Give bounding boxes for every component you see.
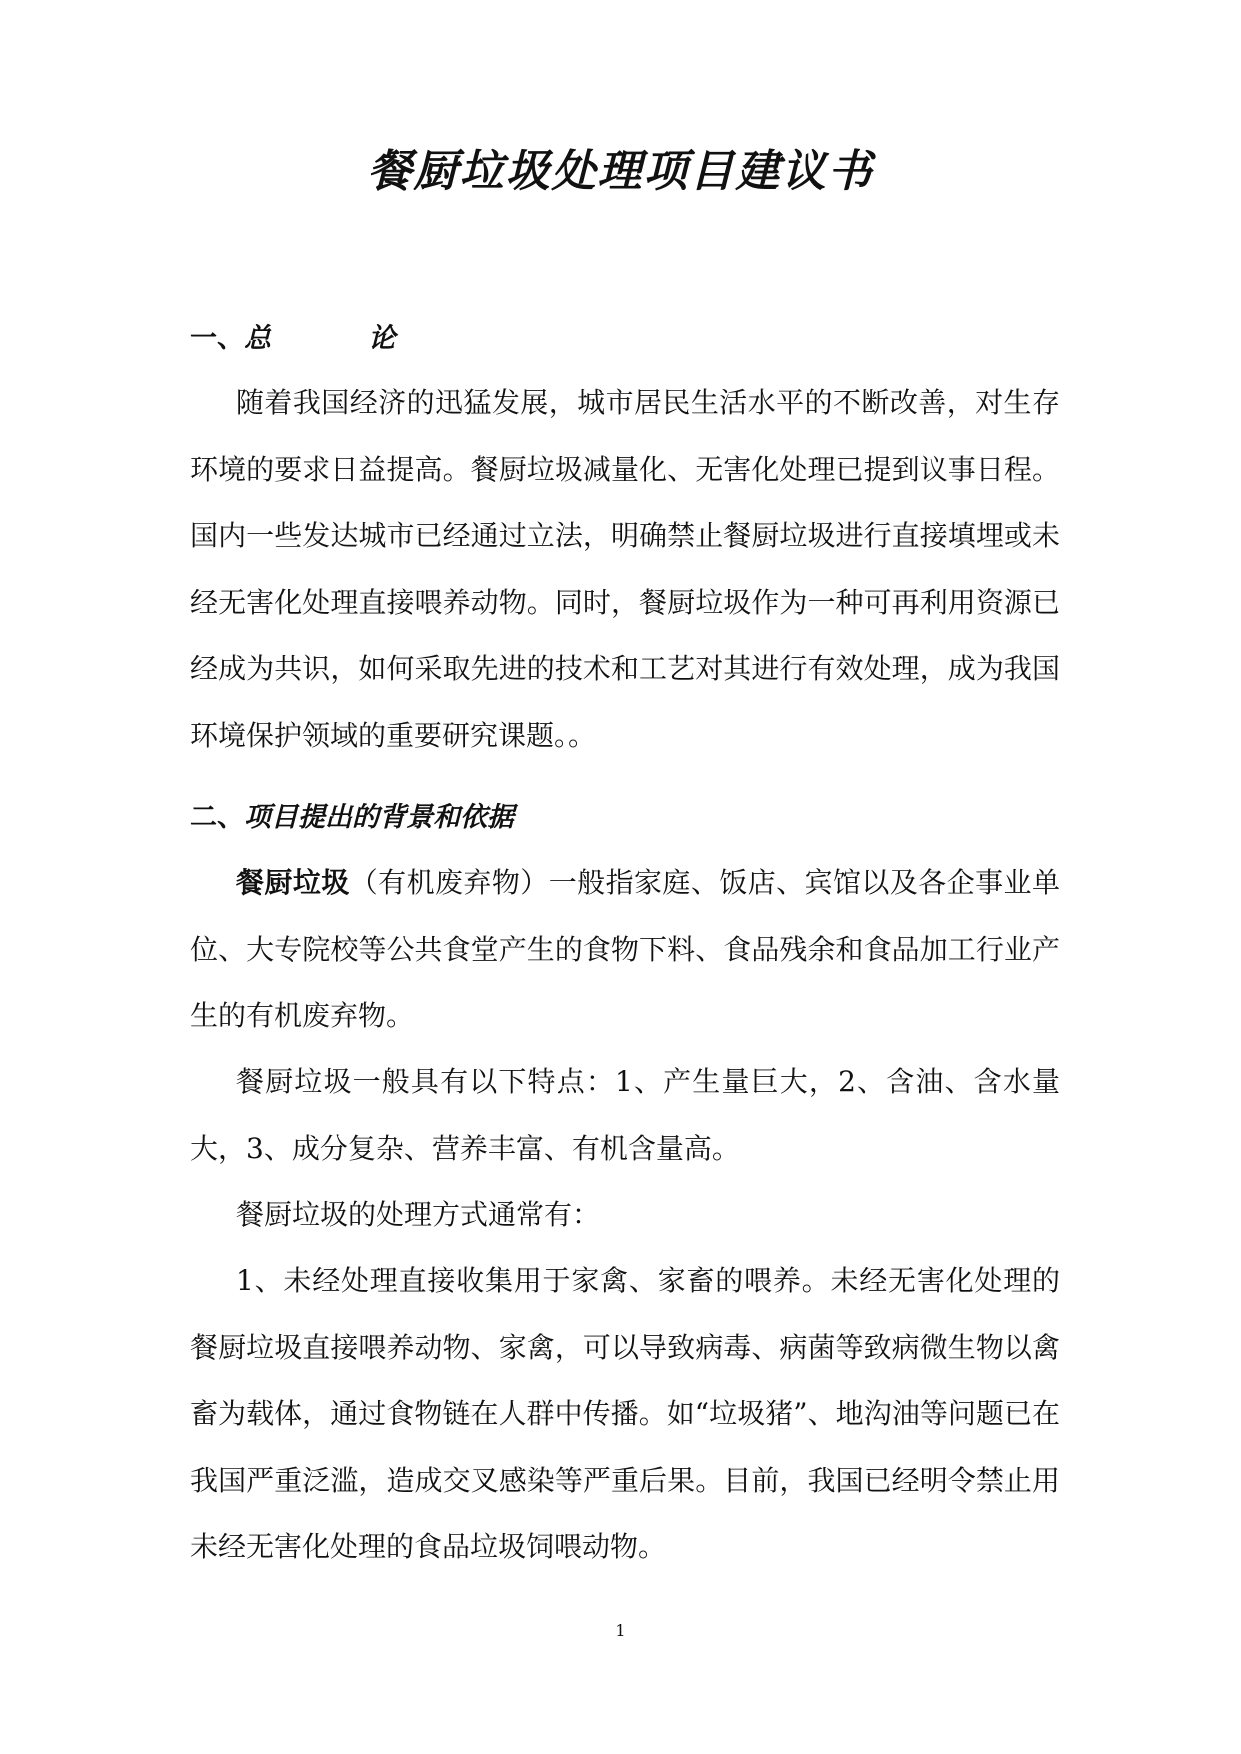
section-title: 总 论 [244,323,440,354]
section-number: 二、 [190,802,244,833]
section-heading-1 [190,325,439,352]
paragraph: 餐厨垃圾的处理方式通常有： [236,1198,601,1231]
paragraph: 1、未经处理直接收集用于家禽、家畜的喂养。未经无害化处理的餐厨垃圾直接喂养动物、家禽，可以导致病毒、病菌等致病微生物以禽畜为载体，通过食物链在人群中传播。如“垃圾猪”、地沟油等问题已在我国严重泛滥，造成交叉感染等严重后果。目前，我国已经明令禁止用未经无害化处理的食品垃圾饲喂动物。 [190,1264,1060,1563]
defined-term: 餐厨垃圾 [236,866,350,899]
paragraph [190,850,1060,1050]
page-number: 1 [615,1621,626,1640]
section-number: 一、 [190,323,244,354]
paragraph: 餐厨垃圾一般具有以下特点：1、产生量巨大，2、含油、含水量大，3、成分复杂、营养丰富、有机含量高。 [190,1065,1060,1165]
paragraph: 随着我国经济的迅猛发展，城市居民生活水平的不断改善，对生存环境的要求日益提高。餐厨垃圾减量化、无害化处理已提到议事日程。国内一些发达城市已经通过立法，明确禁止餐厨垃圾进行直接填埋或未经无害化处理直接喂养动物。同时，餐厨垃圾作为一种可再利用资源已经成为共识，如何采取先进的技术和工艺对其进行有效处理，成为我国环境保护领域的重要研究课题。。 [190,386,1060,752]
definition-text: （有机废弃物）一般指家庭、饭店、宾馆以及各企事业单位、大专院校等公共食堂产生的食物下料、食品残余和食品加工行业产生的有机废弃物。 [190,866,1060,1032]
document-title: 餐厨垃圾处理项目建议书 [367,146,874,197]
section-title: 项目提出的背景和依据 [244,802,514,833]
section-heading-2 [190,804,514,831]
